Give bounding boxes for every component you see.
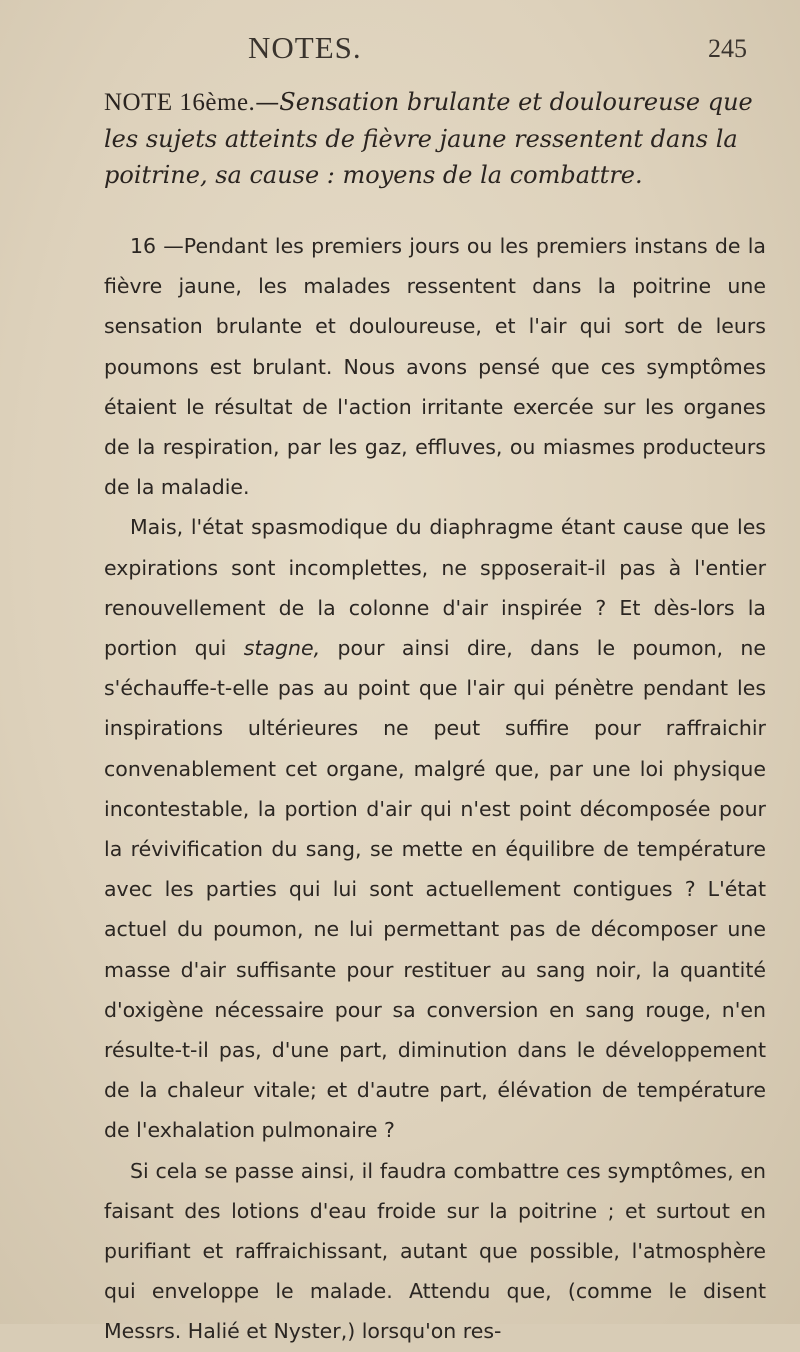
note-body (104, 226, 766, 1352)
note-label: NOTE 16ème. (104, 89, 256, 116)
note-title: Sensation brulante et douloureuse que les sujets atteints de fièvre jaune ressentent dans la poitrine, sa cause : moyens de la combattre. (104, 88, 753, 189)
paragraph-1-text: 16 —Pendant les premiers jours ou les premiers instans de la fièvre jaune, les malades ressentent dans la poitrine une sensation brulante et douloureuse, et l'air qui sort de leurs poumons est brulant. Nous avons pensé que ces symptômes étaient le résultat de l'action irritante exercée sur les organes de la respiration, par les gaz, effluves, ou miasmes producteurs de la maladie. (104, 234, 766, 500)
paragraph-1 (104, 226, 766, 507)
page-number: 245 (708, 34, 747, 63)
note-dash: — (255, 88, 280, 116)
paragraph-2 (104, 507, 766, 1150)
paragraph-2-italic-word: stagne, (243, 636, 321, 661)
paragraph-2-text-before: Mais, l'état spasmodique du diaphragme étant cause que les expirations sont incomplettes, ne spposerait-il pas à l'entier renouvellement de la colonne d'air inspirée ? Et dès-lors la portion qui (104, 515, 766, 661)
paragraph-2-text-after: pour ainsi dire, dans le poumon, ne s'échauffe-t-elle pas au point que l'air qui pénètre pendant les inspirations ultérieures ne peut suffire pour raffraichir convenablement cet organe, malgré que, par une loi physique incontestable, la portion d'air qui n'est point décomposée pour la révivification du sang, se mette en équilibre de température avec les parties qui lui sont actuellement contigues ? L'état actuel du poumon, ne lui permettant pas de décomposer une masse d'air suffisante pour restituer au sang noir, la quantité d'oxigène nécessaire pour sa conversion en sang rouge, n'en résulte-t-il pas, d'une part, diminution dans le développement de la chaleur vitale; et d'autre part, élévation de température de l'exhalation pulmonaire ? (104, 636, 766, 1143)
paragraph-3 (104, 1151, 766, 1352)
running-head (0, 30, 800, 70)
running-title: NOTES. (248, 30, 362, 65)
note-heading (104, 84, 764, 193)
paragraph-3-text: Si cela se passe ainsi, il faudra combattre ces symptômes, en faisant des lotions d'eau froide sur la poitrine ; et surtout en purifiant et raffraichissant, autant que possible, l'atmosphère qui enveloppe le malade. Attendu que, (comme le disent Messrs. Halié et Nyster,) lorsqu'on res- (104, 1158, 766, 1344)
